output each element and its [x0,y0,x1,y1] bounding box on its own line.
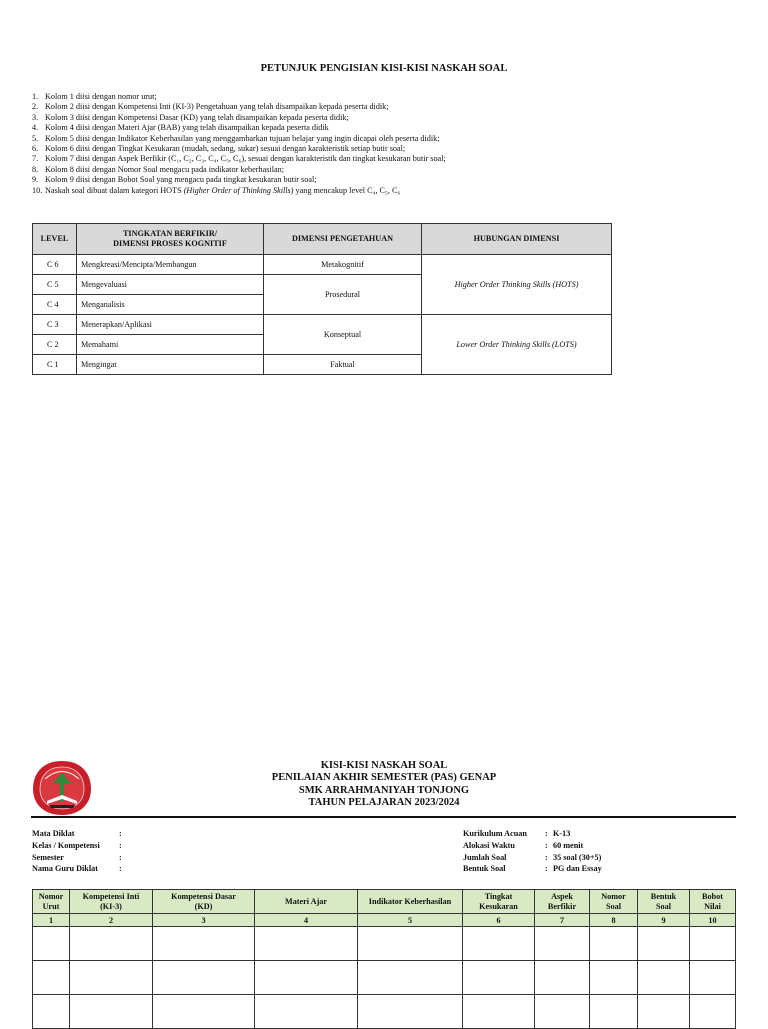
table-row [33,961,736,995]
column-number: 9 [638,914,690,927]
col-header-bobot [690,890,736,914]
col-header-ki [70,890,153,914]
header-text: Nomor Urut [38,892,64,911]
table-row [33,995,736,1029]
table-cell[interactable] [638,927,690,961]
item-text: Kolom 1 diisi dengan nomor urut; [45,92,157,101]
level-cell: C 3 [33,315,77,335]
cognitive-level-table [32,223,612,375]
table-cell[interactable] [590,961,638,995]
item-number: 10. [32,185,43,195]
col-header-knowledge: DIMENSI PENGETAHUAN [264,224,422,255]
table-cell[interactable] [70,995,153,1029]
meta-label: Jumlah Soal [463,852,507,862]
table-cell[interactable] [153,961,255,995]
table-cell[interactable] [358,961,463,995]
table-cell[interactable] [690,927,736,961]
level-cell: C 1 [33,355,77,375]
meta-row: Bentuk Soal : PG dan Essay [463,864,602,874]
meta-label: Alokasi Waktu [463,840,515,850]
knowledge-cell: Konseptual [264,315,422,355]
level-cell: C 6 [33,255,77,275]
table-cell[interactable] [463,995,535,1029]
col-header-relation: HUBUNGAN DIMENSI [422,224,612,255]
header-text: Materi Ajar [284,896,328,906]
header-line: TAHUN PELAJARAN 2023/2024 [308,797,460,809]
header-text: Bobot Nilai [702,892,723,911]
item-text: Kolom 3 diisi dengan Kompetensi Dasar (KD) yang telah disampaikan kepada peserta didik; [45,112,349,122]
item-number: 4. [32,123,39,133]
table-row [33,927,736,961]
table-cell[interactable] [535,995,590,1029]
item-text: Kolom 7 diisi dengan Aspek Berfikir (C₁, C₂, C₃, C₄, C₅, C₆), sesuai dengan karakteristik dan tingkat kesukaran butir soal; [45,154,446,164]
item-number: 9. [32,175,39,185]
meta-label: Kelas / Kompetensi [32,840,100,850]
table-cell[interactable] [153,995,255,1029]
process-cell: Mengingat [77,355,264,375]
meta-label: Mata Diklat [32,829,75,838]
meta-value: 35 soal (30+5) [553,852,602,862]
item-text: Kolom 9 diisi dengan Bobot Soal yang mengacu pada tingkat kesukaran butir soal; [45,175,317,185]
instruction-item [32,165,632,175]
col-header-kd [153,890,255,914]
instruction-item [32,175,632,185]
instruction-item [32,154,632,164]
col-header-nomor-urut [33,890,70,914]
meta-row: Alokasi Waktu : 60 menit [463,840,584,850]
header-line: KISI-KISI NASKAH SOAL [320,760,448,771]
knowledge-cell: Metakognitif [264,255,422,275]
level-cell: C 2 [33,335,77,355]
guide-title: PETUNJUK PENGISIAN KISI-KISI NASKAH SOAL [260,63,508,74]
header-text: Aspek Berfikir [547,892,577,911]
item-number: 8. [32,164,39,174]
header-line: SMK ARRAHMANIYAH TONJONG [298,784,470,796]
item-italic-text: (Higher Order of Thinking Skills) [183,185,294,195]
meta-row: Mata Diklat : [32,829,122,838]
meta-value: 60 menit [553,840,584,850]
item-text: Kolom 4 diisi dengan Materi Ajar (BAB) yang telah disampaikan kepada peserta didik [45,123,329,133]
item-text: Kolom 5 diisi dengan Indikator Keberhasilan yang menggambarkan tujuan belajar yang ingin dicapai oleh peserta didik; [45,133,440,143]
col-header-level: LEVEL [33,224,77,255]
relation-cell-hots: Higher Order Thinking Skills (HOTS) [422,255,612,315]
instruction-item [32,92,632,102]
table-cell[interactable] [638,995,690,1029]
table-cell[interactable] [590,927,638,961]
col-header-indikator [358,890,463,914]
meta-label: Semester [32,852,64,862]
meta-label: Nama Guru Diklat [32,864,98,874]
col-header-materi [255,890,358,914]
instruction-list [32,92,632,196]
column-number: 4 [255,914,358,927]
table-row [33,315,612,335]
knowledge-cell: Faktual [264,355,422,375]
item-text: Kolom 8 diisi dengan Nomor Soal mengacu pada indikator keberhasilan; [45,164,284,174]
table-cell[interactable] [590,995,638,1029]
col-header-cognitive [77,224,264,255]
column-number: 7 [535,914,590,927]
column-number: 10 [690,914,736,927]
meta-row: Kelas / Kompetensi : [32,840,122,850]
header-text: Indikator Keberhasilan [368,896,452,906]
process-cell: Menganalisis [77,295,264,315]
process-cell: Mengkreasi/Mencipta/Membangun [77,255,264,275]
item-number: 2. [32,102,39,112]
table-cell[interactable] [70,961,153,995]
meta-row: Semester : [32,852,122,862]
level-cell: C 5 [33,275,77,295]
instruction-item [32,134,632,144]
instruction-item [32,102,632,112]
table-cell[interactable] [33,927,70,961]
table-cell[interactable] [255,995,358,1029]
table-cell[interactable] [690,961,736,995]
col-header-aspek [535,890,590,914]
kisi-kisi-table [32,889,736,1029]
header-text: Kompetensi Dasar (KD) [171,892,236,911]
instruction-item [32,144,632,154]
table-cell[interactable] [638,961,690,995]
instruction-item [32,186,632,196]
process-cell: Menerapkan/Aplikasi [77,315,264,335]
column-number: 8 [590,914,638,927]
table-cell[interactable] [690,995,736,1029]
header-text: Bentuk Soal [650,892,677,911]
header-line: PENILAIAN AKHIR SEMESTER (PAS) GENAP [271,772,497,784]
column-number: 6 [463,914,535,927]
knowledge-cell: Prosedural [264,275,422,315]
meta-label: Bentuk Soal [463,864,506,874]
table-cell[interactable] [70,927,153,961]
table-cell[interactable] [358,927,463,961]
column-number: 3 [153,914,255,927]
col-header-tingkat [463,890,535,914]
meta-left [32,828,127,875]
meta-row: Kurikulum Acuan : K-13 [463,829,571,838]
table-cell[interactable] [255,927,358,961]
table-cell[interactable] [255,961,358,995]
item-number: 6. [32,144,39,154]
header-text: Nomor Soal [601,892,626,911]
table-row [33,255,612,275]
meta-label: Kurikulum Acuan [463,829,527,838]
col-header-nomor-soal [590,890,638,914]
col-header-bentuk [638,890,690,914]
table-cell[interactable] [33,995,70,1029]
item-text: Naskah soal dibuat dalam kategori HOTS [45,185,184,195]
meta-value: K-13 [553,829,571,838]
header-text: Kompetensi Inti (KI-3) [82,892,140,911]
process-cell: Mengevaluasi [77,275,264,295]
level-cell: C 4 [33,295,77,315]
column-number: 1 [33,914,70,927]
instruction-item [32,113,632,123]
item-number: 7. [32,154,39,164]
item-text: Kolom 6 diisi dengan Tingkat Kesukaran (mudah, sedang, sukar) sesuai dengan karakteristik setiap butir soal; [45,144,406,154]
table-cell[interactable] [535,927,590,961]
item-number: 5. [32,133,39,143]
table-cell[interactable] [463,961,535,995]
table-cell[interactable] [358,995,463,1029]
header-text: TINGKATAN BERFIKIR/ DIMENSI PROSES KOGNITIF [113,229,227,248]
table-cell[interactable] [535,961,590,995]
column-number-row [33,914,736,927]
table-cell[interactable] [153,927,255,961]
item-number: 1. [32,92,39,101]
table-cell[interactable] [33,961,70,995]
meta-row: Nama Guru Diklat : [32,864,122,874]
instruction-item [32,123,632,133]
table-cell[interactable] [463,927,535,961]
document-header [0,760,768,810]
meta-value: PG dan Essay [553,864,602,874]
meta-row: Jumlah Soal : 35 soal (30+5) [463,852,602,862]
item-text-suffix: yang mencakup level C₄, C₅, C₆ [293,185,401,195]
meta-right [463,828,602,875]
relation-cell-lots: Lower Order Thinking Skills (LOTS) [422,315,612,375]
header-text: Tingkat Kesukaran [479,892,518,911]
item-number: 3. [32,112,39,122]
item-text: Kolom 2 diisi dengan Kompetensi Inti (KI-3) Pengetahuan yang telah disampaikan kepada peserta didik; [45,102,389,112]
process-cell: Memahami [77,335,264,355]
header-divider [31,816,736,818]
column-number: 5 [358,914,463,927]
column-number: 2 [70,914,153,927]
